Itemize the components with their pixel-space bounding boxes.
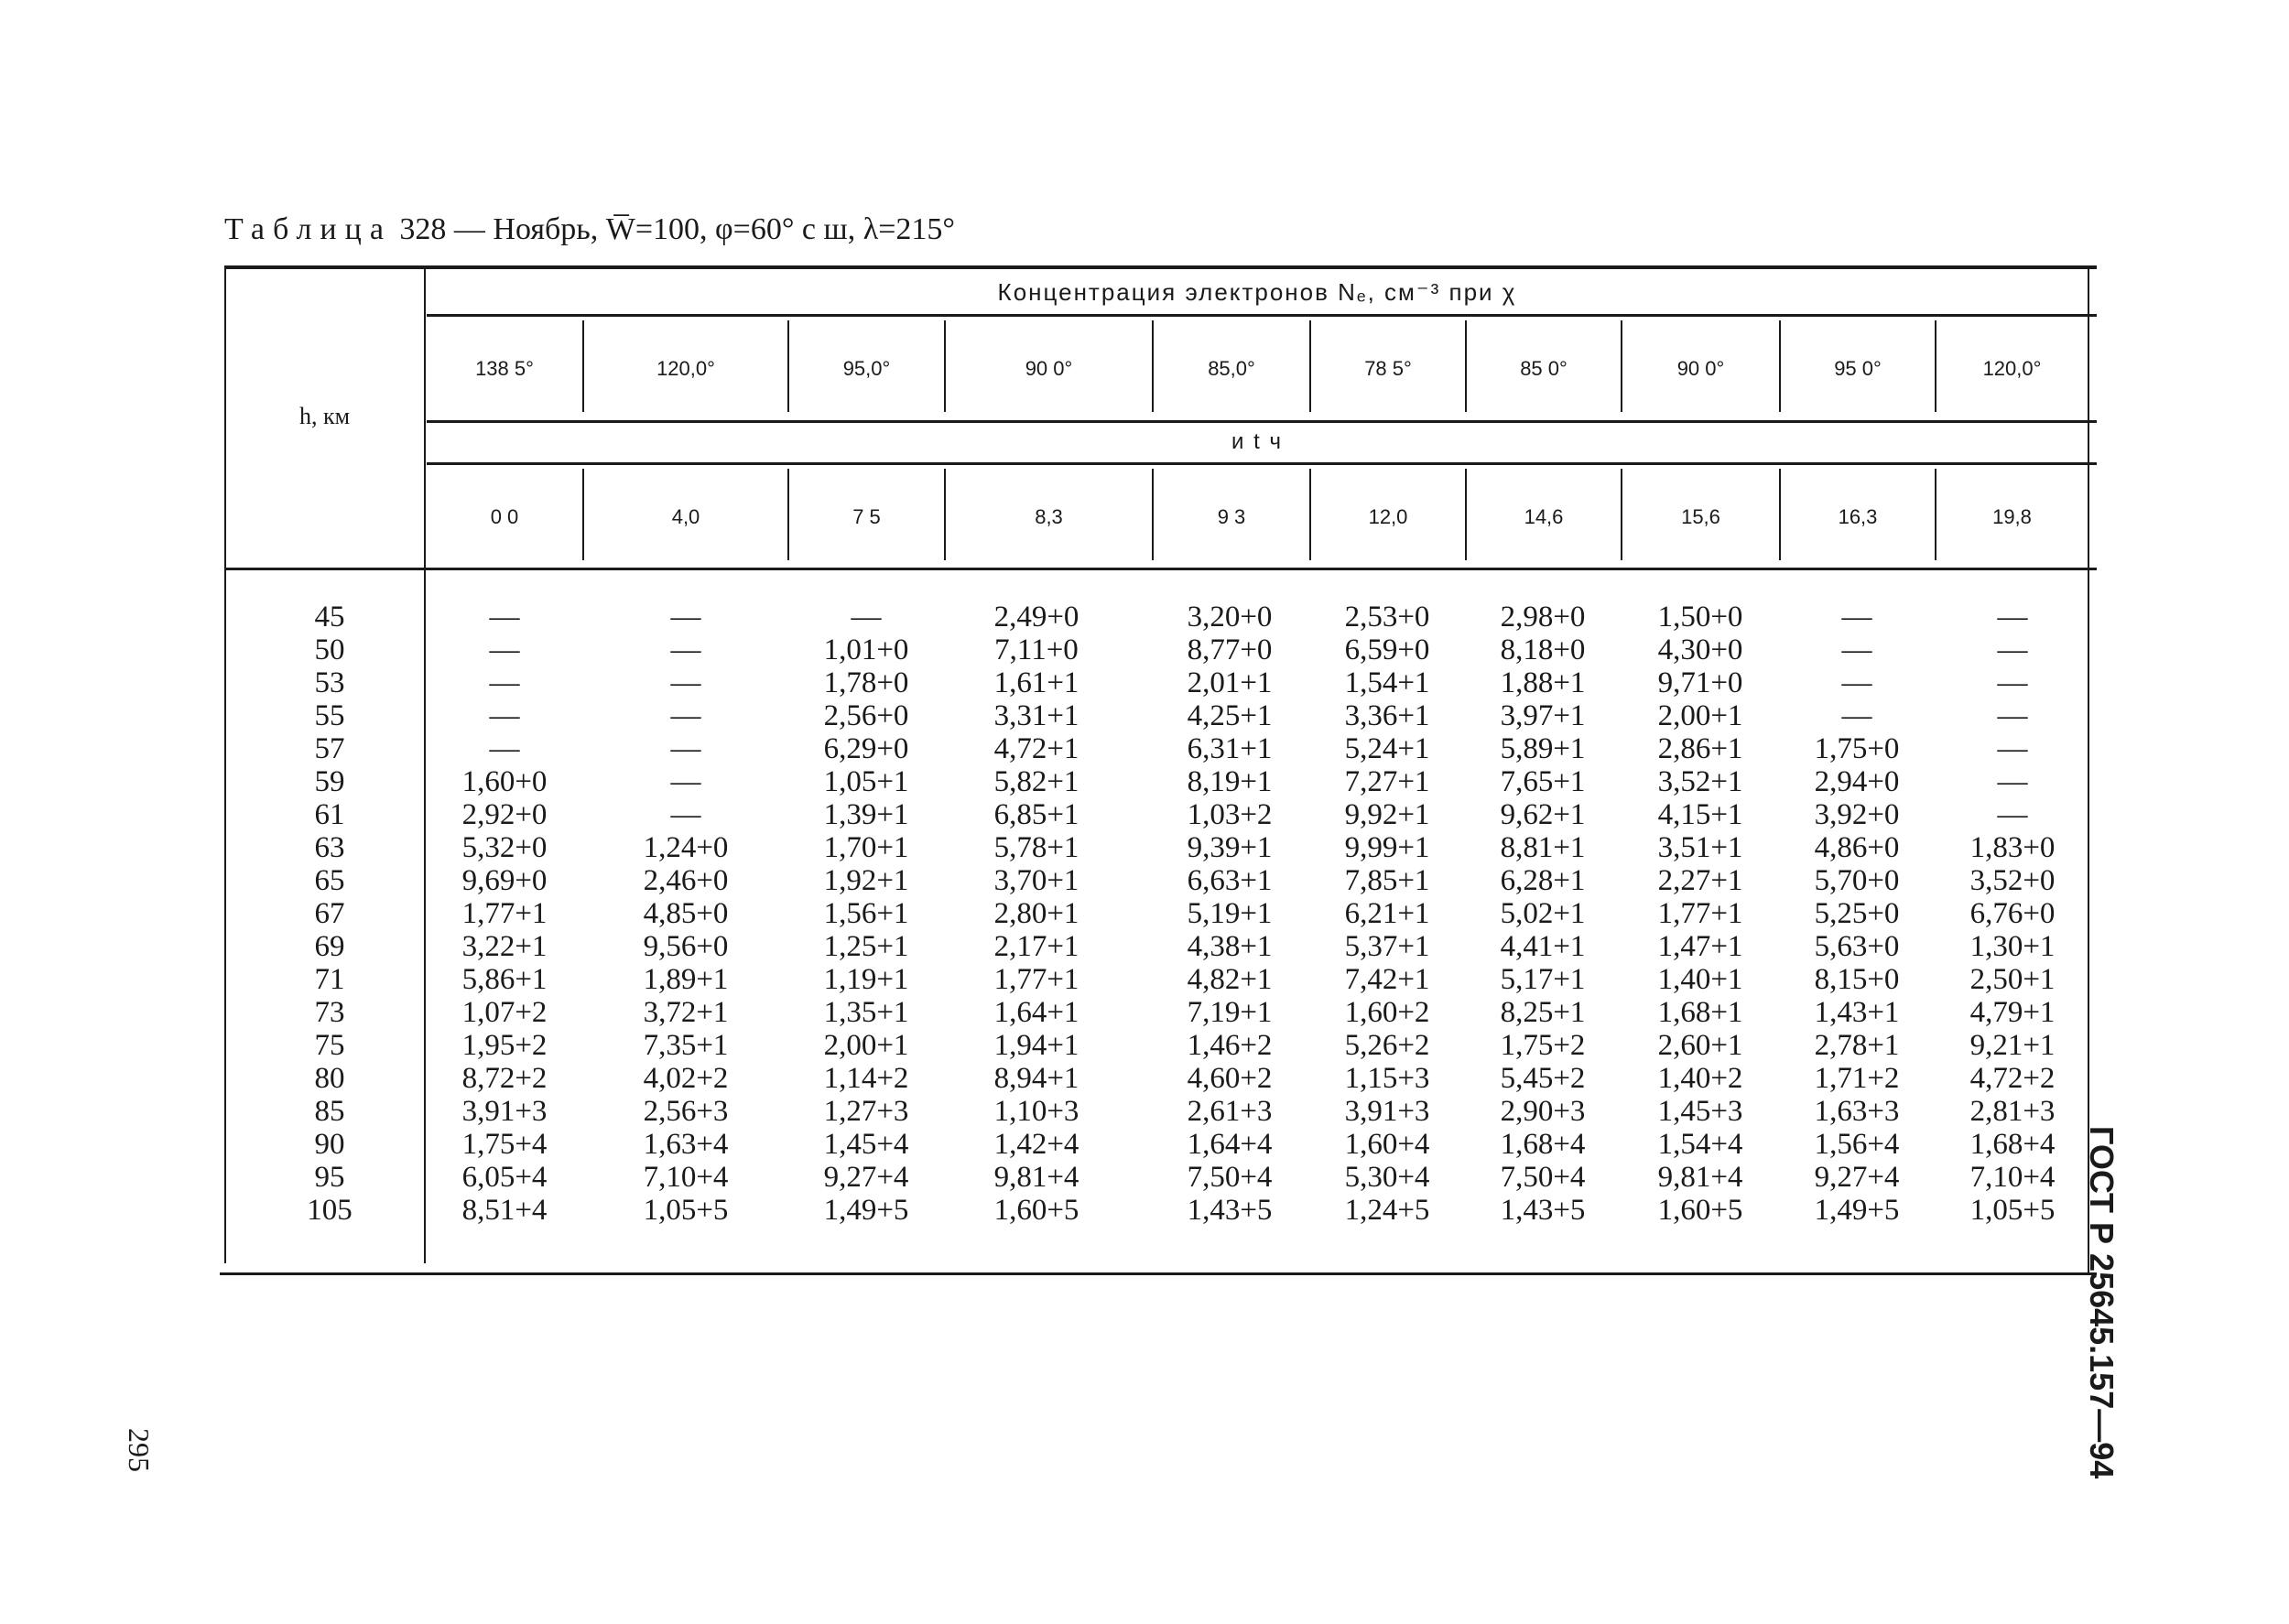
table-cell: 1,46+2 — [1187, 1029, 1273, 1062]
t-header: 19,8 — [1992, 505, 2032, 528]
table-cell: 5,32+0 — [461, 831, 548, 864]
data-column — [608, 601, 764, 1227]
table-cell: 6,63+1 — [1187, 864, 1273, 897]
table-cell: 5,26+2 — [1344, 1029, 1430, 1062]
height-cell: 53 — [314, 666, 345, 699]
table-cell: 1,92+1 — [823, 864, 909, 897]
table-cell: 4,86+0 — [1814, 831, 1900, 864]
table-cell: 2,49+0 — [993, 601, 1079, 633]
t-header: 0 0 — [490, 505, 519, 528]
table-cell: — — [1841, 666, 1872, 699]
table-cell: 8,15+0 — [1814, 963, 1900, 996]
table-cell: 2,27+1 — [1657, 864, 1743, 897]
table-cell: 5,82+1 — [993, 765, 1079, 798]
table-cell: 1,35+1 — [823, 996, 909, 1029]
chi-header: 95,0° — [842, 357, 891, 380]
table-cell: 5,63+0 — [1814, 930, 1900, 963]
table-cell: 1,30+1 — [1969, 930, 2056, 963]
table-cell: 7,27+1 — [1344, 765, 1430, 798]
table-cell: 8,81+1 — [1500, 831, 1586, 864]
table-cell: 6,76+0 — [1969, 897, 2056, 930]
table-cell: — — [1997, 765, 2028, 798]
data-column — [1622, 601, 1778, 1227]
table-cell: 7,65+1 — [1500, 765, 1586, 798]
table-cell: 2,46+0 — [643, 864, 729, 897]
table-cell: 5,19+1 — [1187, 897, 1273, 930]
height-cell: 105 — [307, 1194, 353, 1227]
table-cell: 5,30+4 — [1344, 1161, 1430, 1194]
table-cell: 1,05+5 — [1969, 1194, 2056, 1227]
table-cell: 2,01+1 — [1187, 666, 1273, 699]
table-cell: 2,78+1 — [1814, 1029, 1900, 1062]
table-cell: — — [670, 633, 701, 666]
table-cell: 9,27+4 — [823, 1161, 909, 1194]
table-cell: 3,36+1 — [1344, 699, 1430, 732]
table-cell: 2,86+1 — [1657, 732, 1743, 765]
table-cell: 3,52+1 — [1657, 765, 1743, 798]
table-cell: 1,43+5 — [1500, 1194, 1586, 1227]
t-header: 4,0 — [671, 505, 700, 528]
table-cell: 2,98+0 — [1500, 601, 1586, 633]
height-cell: 71 — [314, 963, 345, 996]
height-cell: 59 — [314, 765, 345, 798]
table-cell: — — [1997, 732, 2028, 765]
height-cell: 69 — [314, 930, 345, 963]
t-header: 14,6 — [1524, 505, 1564, 528]
group-header: Концентрация электронов Nₑ, см⁻³ при χ — [997, 277, 1517, 306]
height-cell: 75 — [314, 1029, 345, 1062]
data-column — [1152, 601, 1307, 1227]
data-column — [788, 601, 944, 1227]
table-cell: — — [1997, 633, 2028, 666]
chi-header: 85 0° — [1520, 357, 1568, 380]
table-cell: — — [489, 666, 520, 699]
table-cell: 3,70+1 — [993, 864, 1079, 897]
table-cell: — — [1841, 633, 1872, 666]
table-cell: 1,60+5 — [993, 1194, 1079, 1227]
table-cell: 1,68+4 — [1969, 1128, 2056, 1161]
height-cell: 65 — [314, 864, 345, 897]
table-cell: 1,49+5 — [1814, 1194, 1900, 1227]
data-column — [959, 601, 1114, 1227]
table-cell: 4,15+1 — [1657, 798, 1743, 831]
height-cell: 61 — [314, 798, 345, 831]
t-header: 7 5 — [852, 505, 881, 528]
height-cell: 85 — [314, 1095, 345, 1128]
table-cell: 5,78+1 — [993, 831, 1079, 864]
table-cell: 1,05+5 — [643, 1194, 729, 1227]
table-cell: 1,75+2 — [1500, 1029, 1586, 1062]
table-cell: 1,89+1 — [643, 963, 729, 996]
table-cell: 4,02+2 — [643, 1062, 729, 1095]
table-cell: 1,68+4 — [1500, 1128, 1586, 1161]
table-cell: 1,68+1 — [1657, 996, 1743, 1029]
table-cell: 2,56+3 — [643, 1095, 729, 1128]
table-cell: — — [670, 798, 701, 831]
table-cell: 1,77+1 — [1657, 897, 1743, 930]
table-cell: 3,92+0 — [1814, 798, 1900, 831]
table-cell: 7,35+1 — [643, 1029, 729, 1062]
subgroup-header: и t ч — [1231, 429, 1283, 454]
table-cell: — — [1841, 601, 1872, 633]
table-cell: 1,24+0 — [643, 831, 729, 864]
table-cell: 8,18+0 — [1500, 633, 1586, 666]
table-cell: 1,63+4 — [643, 1128, 729, 1161]
table-cell: 1,40+2 — [1657, 1062, 1743, 1095]
table-cell: 1,40+1 — [1657, 963, 1743, 996]
data-column — [1935, 601, 2090, 1227]
table-cell: 1,19+1 — [823, 963, 909, 996]
table-cell: 5,45+2 — [1500, 1062, 1586, 1095]
table-cell: 1,75+4 — [461, 1128, 548, 1161]
table-cell: 4,72+2 — [1969, 1062, 2056, 1095]
table-cell: — — [670, 666, 701, 699]
table-cell: — — [851, 601, 882, 633]
header-rule-1 — [427, 314, 2097, 317]
table-cell: 1,49+5 — [823, 1194, 909, 1227]
height-cell: 50 — [314, 633, 345, 666]
table-cell: 1,78+0 — [823, 666, 909, 699]
table-cell: — — [1841, 699, 1872, 732]
table-cell: 4,30+0 — [1657, 633, 1743, 666]
table-cell: 8,94+1 — [993, 1062, 1079, 1095]
chi-header: 95 0° — [1834, 357, 1882, 380]
table-cell: 1,43+5 — [1187, 1194, 1273, 1227]
table-cell: 1,27+3 — [823, 1095, 909, 1128]
table-cell: 1,70+1 — [823, 831, 909, 864]
height-cell: 80 — [314, 1062, 345, 1095]
table-cell: 1,94+1 — [993, 1029, 1079, 1062]
chi-header: 85,0° — [1208, 357, 1255, 380]
table-cell: — — [489, 601, 520, 633]
table-cell: 7,50+4 — [1187, 1161, 1273, 1194]
chi-header: 120,0° — [1982, 357, 2042, 380]
table-cell: 5,89+1 — [1500, 732, 1586, 765]
page-number: 295 — [123, 1428, 156, 1472]
data-column — [1779, 601, 1935, 1227]
table-cell: — — [1997, 601, 2028, 633]
table-cell: 7,11+0 — [994, 633, 1079, 666]
table-cell: 2,00+1 — [823, 1029, 909, 1062]
table-cell: 1,05+1 — [823, 765, 909, 798]
table-cell: 9,39+1 — [1187, 831, 1273, 864]
table-cell: 2,80+1 — [993, 897, 1079, 930]
height-cell: 90 — [314, 1128, 345, 1161]
table-cell: 5,02+1 — [1500, 897, 1586, 930]
table-cell: 1,14+2 — [823, 1062, 909, 1095]
table-cell: 2,53+0 — [1344, 601, 1430, 633]
table-cell: 9,71+0 — [1657, 666, 1743, 699]
table-cell: 2,17+1 — [993, 930, 1079, 963]
table-cell: 6,05+4 — [461, 1161, 548, 1194]
table-cell: — — [670, 732, 701, 765]
table-cell: 5,86+1 — [461, 963, 548, 996]
table-cell: 1,45+3 — [1657, 1095, 1743, 1128]
table-cell: 7,10+4 — [1969, 1161, 2056, 1194]
table-cell: 3,72+1 — [643, 996, 729, 1029]
row-label-divider — [424, 265, 426, 1263]
table-cell: 2,92+0 — [461, 798, 548, 831]
table-cell: 1,77+1 — [461, 897, 548, 930]
chi-header: 138 5° — [475, 357, 534, 380]
table-cell: 1,64+4 — [1187, 1128, 1273, 1161]
table-cell: 8,25+1 — [1500, 996, 1586, 1029]
table-cell: — — [670, 699, 701, 732]
height-cell: 73 — [314, 996, 345, 1029]
table-cell: 1,61+1 — [993, 666, 1079, 699]
table-cell: 1,39+1 — [823, 798, 909, 831]
table-cell: 7,50+4 — [1500, 1161, 1586, 1194]
data-column — [1309, 601, 1465, 1227]
t-header: 8,3 — [1035, 505, 1063, 528]
table-cell: 1,60+2 — [1344, 996, 1430, 1029]
table-cell: 4,79+1 — [1969, 996, 2056, 1029]
height-cell: 95 — [314, 1161, 345, 1194]
table-cell: 7,42+1 — [1344, 963, 1430, 996]
table-cell: 8,51+4 — [461, 1194, 548, 1227]
table-cell: 1,15+3 — [1344, 1062, 1430, 1095]
table-cell: 4,41+1 — [1500, 930, 1586, 963]
table-cell: 3,91+3 — [1344, 1095, 1430, 1128]
table-cell: 2,81+3 — [1969, 1095, 2056, 1128]
t-header: 16,3 — [1838, 505, 1878, 528]
table-cell: 1,83+0 — [1969, 831, 2056, 864]
table-cell: 1,54+1 — [1344, 666, 1430, 699]
table-cell: 4,72+1 — [993, 732, 1079, 765]
table-cell: 9,56+0 — [643, 930, 729, 963]
table-cell: 2,56+0 — [823, 699, 909, 732]
table-cell: 1,63+3 — [1814, 1095, 1900, 1128]
table-cell: 6,29+0 — [823, 732, 909, 765]
height-cell: 57 — [314, 732, 345, 765]
table-cell: 1,54+4 — [1657, 1128, 1743, 1161]
table-cell: 4,85+0 — [643, 897, 729, 930]
table-cell: 1,24+5 — [1344, 1194, 1430, 1227]
table-cell: — — [489, 732, 520, 765]
row-header-h: h, км — [298, 403, 351, 429]
table-cell: 1,56+1 — [823, 897, 909, 930]
table-cell: 2,61+3 — [1187, 1095, 1273, 1128]
table-cell: 8,19+1 — [1187, 765, 1273, 798]
table-cell: 2,50+1 — [1969, 963, 2056, 996]
table-cell: 8,72+2 — [461, 1062, 548, 1095]
table-cell: 1,64+1 — [993, 996, 1079, 1029]
table-cell: 1,01+0 — [823, 633, 909, 666]
table-cell: 3,97+1 — [1500, 699, 1586, 732]
table-cell: 1,95+2 — [461, 1029, 548, 1062]
table-cell: 1,25+1 — [823, 930, 909, 963]
table-top-rule — [224, 265, 2097, 269]
table-cell: 6,85+1 — [993, 798, 1079, 831]
chi-header: 120,0° — [656, 357, 715, 380]
table-cell: 1,56+4 — [1814, 1128, 1900, 1161]
table-cell: 1,88+1 — [1500, 666, 1586, 699]
table-cell: 7,19+1 — [1187, 996, 1273, 1029]
caption-prefix: Таблица — [224, 212, 392, 246]
table-cell: — — [1997, 699, 2028, 732]
left-border — [224, 265, 226, 1263]
table-cell: 9,62+1 — [1500, 798, 1586, 831]
height-cell: 45 — [314, 601, 345, 633]
table-cell: 4,25+1 — [1187, 699, 1273, 732]
table-cell: 9,81+4 — [993, 1161, 1079, 1194]
table-caption — [224, 212, 955, 247]
table-cell: 2,60+1 — [1657, 1029, 1743, 1062]
table-cell: 1,60+0 — [461, 765, 548, 798]
table-cell: 1,47+1 — [1657, 930, 1743, 963]
table-cell: 1,07+2 — [461, 996, 548, 1029]
table-cell: 3,51+1 — [1657, 831, 1743, 864]
table-cell: 2,94+0 — [1814, 765, 1900, 798]
table-cell: 9,69+0 — [461, 864, 548, 897]
table-cell: 5,17+1 — [1500, 963, 1586, 996]
table-cell: 6,31+1 — [1187, 732, 1273, 765]
table-cell: — — [670, 601, 701, 633]
table-cell: 4,38+1 — [1187, 930, 1273, 963]
table-cell: 9,81+4 — [1657, 1161, 1743, 1194]
height-column — [271, 601, 388, 1227]
table-cell: 7,85+1 — [1344, 864, 1430, 897]
chi-header: 90 0° — [1676, 357, 1725, 380]
table-cell: 3,20+0 — [1187, 601, 1273, 633]
table-cell: 7,10+4 — [643, 1161, 729, 1194]
height-cell: 67 — [314, 897, 345, 930]
table-cell: 1,60+5 — [1657, 1194, 1743, 1227]
table-cell: 1,77+1 — [993, 963, 1079, 996]
table-cell: 1,50+0 — [1657, 601, 1743, 633]
table-cell: 1,10+3 — [993, 1095, 1079, 1128]
data-column — [1465, 601, 1621, 1227]
table-cell: 1,75+0 — [1814, 732, 1900, 765]
table-cell: 1,45+4 — [823, 1128, 909, 1161]
data-column — [427, 601, 582, 1227]
table-cell: — — [670, 765, 701, 798]
table-cell: 5,25+0 — [1814, 897, 1900, 930]
header-bottom-rule — [224, 568, 2097, 570]
table-bottom-rule — [220, 1272, 2097, 1275]
table-cell: 6,59+0 — [1344, 633, 1430, 666]
t-header: 9 3 — [1217, 505, 1246, 528]
height-cell: 55 — [314, 699, 345, 732]
caption-text: 328 — Ноябрь, W̅=100, φ=60° с ш, λ=215° — [399, 212, 955, 246]
chi-header: 90 0° — [1025, 357, 1073, 380]
document-code: ГОСТ Р 25645.157—94 — [2083, 1126, 2121, 1479]
table-cell: 2,00+1 — [1657, 699, 1743, 732]
table-cell: — — [489, 699, 520, 732]
table-cell: 5,37+1 — [1344, 930, 1430, 963]
table-cell: — — [489, 633, 520, 666]
table-cell: 1,71+2 — [1814, 1062, 1900, 1095]
header-rule-3 — [427, 462, 2097, 465]
table-cell: 9,92+1 — [1344, 798, 1430, 831]
chi-header: 78 5° — [1364, 357, 1412, 380]
table-cell: 9,21+1 — [1969, 1029, 2056, 1062]
height-cell: 63 — [314, 831, 345, 864]
table-cell: 1,60+4 — [1344, 1128, 1430, 1161]
table-cell: 3,31+1 — [993, 699, 1079, 732]
table-cell: — — [1997, 798, 2028, 831]
table-cell: 1,03+2 — [1187, 798, 1273, 831]
table-cell: 3,52+0 — [1969, 864, 2056, 897]
table-cell: 4,60+2 — [1187, 1062, 1273, 1095]
table-cell: 5,70+0 — [1814, 864, 1900, 897]
table-cell: 3,22+1 — [461, 930, 548, 963]
table-cell: 6,21+1 — [1344, 897, 1430, 930]
table-cell: — — [1997, 666, 2028, 699]
table-cell: 1,42+4 — [993, 1128, 1079, 1161]
table-cell: 2,90+3 — [1500, 1095, 1586, 1128]
table-cell: 9,27+4 — [1814, 1161, 1900, 1194]
t-header: 15,6 — [1681, 505, 1720, 528]
t-header: 12,0 — [1368, 505, 1408, 528]
table-cell: 6,28+1 — [1500, 864, 1586, 897]
table-cell: 1,43+1 — [1814, 996, 1900, 1029]
table-cell: 3,91+3 — [461, 1095, 548, 1128]
table-cell: 8,77+0 — [1187, 633, 1273, 666]
table-cell: 9,99+1 — [1344, 831, 1430, 864]
table-cell: 4,82+1 — [1187, 963, 1273, 996]
table-cell: 5,24+1 — [1344, 732, 1430, 765]
